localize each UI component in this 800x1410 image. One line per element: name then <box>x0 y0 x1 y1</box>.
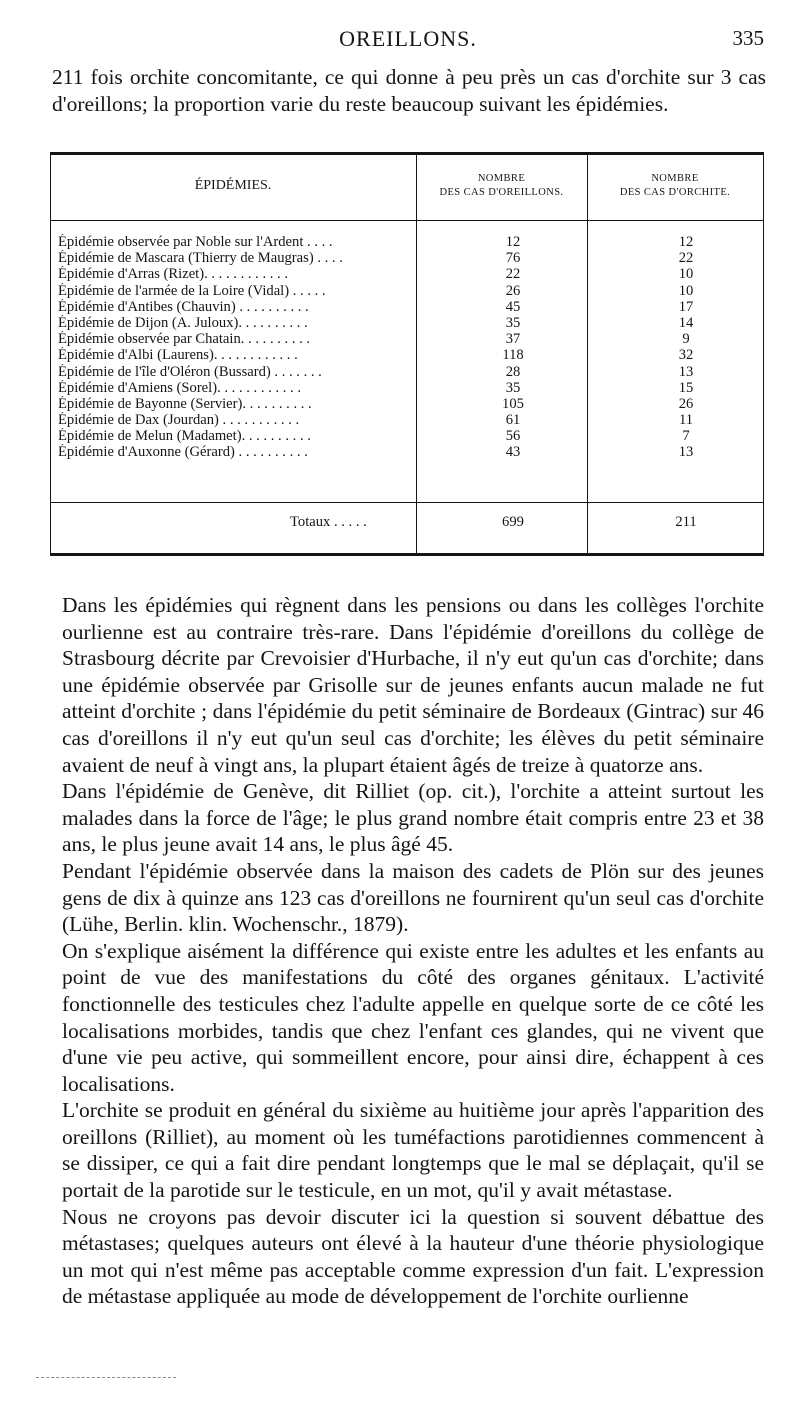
row-orchite: 22 <box>678 250 694 267</box>
row-name: Épidémie de Melun (Madamet). . . . . . . . . . <box>58 428 311 445</box>
epidemics-table <box>50 152 764 556</box>
paragraph: Pendant l'épidémie observée dans la maison des cadets de Plön sur des jeunes gens de dix à quinze ans 123 cas d'oreillons ne fournirent qu'un seul cas d'orchite (Lühe, Berlin. klin. Wochenschr., 1879). <box>62 858 764 937</box>
header-oreillons-line2: DES CAS D'OREILLONS. <box>439 187 564 198</box>
table-row <box>58 234 764 250</box>
header-orchite-line1: NOMBRE <box>651 173 699 184</box>
row-orchite: 13 <box>678 363 694 380</box>
row-name: Épidémie de Bayonne (Servier). . . . . . . . . . <box>58 395 312 412</box>
row-orchite: 9 <box>682 331 690 348</box>
table-row <box>58 428 764 444</box>
table-row <box>58 315 764 331</box>
paragraph: On s'explique aisément la différence qui existe entre les adultes et les enfants au point de vue des manifestations du côté des organes génitaux. L'activité fonctionnelle des testicules chez l'adulte appelle en quelque sorte de ce côté les localisations morbides, tandis que chez l'enfant ces glandes, qui ne vivent que d'une vie peu active, qui sommeillent encore, pour ainsi dire, échappent à ces localisations. <box>62 938 764 1096</box>
row-name: Épidémie de Dijon (A. Juloux). . . . . . . . . . <box>58 314 308 331</box>
header-rule <box>50 220 764 221</box>
row-name: Épidémie de Dax (Jourdan) . . . . . . . . . . . <box>58 412 300 429</box>
row-name: Épidémie de Mascara (Thierry de Maugras) . . . . <box>58 250 343 267</box>
running-title: OREILLONS. <box>339 26 477 51</box>
table-row <box>58 412 764 428</box>
row-orchite: 13 <box>678 444 694 461</box>
table-row <box>58 364 764 380</box>
row-name: Épidémie d'Amiens (Sorel). . . . . . . . . . . . <box>58 379 301 396</box>
body-bottom-rule <box>50 502 764 503</box>
table-row <box>58 331 764 347</box>
header-oreillons <box>416 172 587 200</box>
row-oreillons: 12 <box>505 234 521 250</box>
row-oreillons: 61 <box>505 412 521 429</box>
row-name: Épidémie observée par Noble sur l'Ardent . . . . <box>58 234 333 250</box>
row-oreillons: 28 <box>505 363 521 380</box>
row-orchite: 7 <box>682 428 690 445</box>
paragraph: Dans l'épidémie de Genève, dit Rilliet (op. cit.), l'orchite a atteint surtout les malades dans la force de l'âge; le plus grand nombre était compris entre 23 et 38 ans, le plus jeune avait 14 ans, le plus âgé 45. <box>62 779 764 857</box>
row-oreillons: 56 <box>505 428 521 445</box>
row-name: Épidémie observée par Chatain. . . . . . . . . . <box>58 331 311 348</box>
table-row <box>58 283 764 299</box>
footer-rule <box>36 1377 176 1378</box>
left-border <box>50 152 51 556</box>
table-row <box>58 444 764 460</box>
totals-oreillons: 699 <box>502 514 524 530</box>
totals-orchite: 211 <box>675 514 697 530</box>
row-name: Épidémie de l'armée de la Loire (Vidal) . . . . . <box>58 282 326 299</box>
header-oreillons-line1: NOMBRE <box>477 173 526 184</box>
intro-paragraph: 211 fois orchite concomitante, ce qui donne à peu près un cas d'orchite sur 3 cas d'oreillons; la proportion varie du reste beaucoup suivant les épidémies. <box>52 65 766 116</box>
row-oreillons: 76 <box>505 250 521 267</box>
row-oreillons: 43 <box>505 444 521 461</box>
row-oreillons: 45 <box>505 298 521 315</box>
row-orchite: 15 <box>678 379 694 396</box>
totals-label: Totaux . . . . . <box>290 514 367 530</box>
row-orchite: 10 <box>678 282 694 299</box>
table-row <box>58 250 764 266</box>
table-row <box>58 380 764 396</box>
page-number: 335 <box>732 26 764 50</box>
header-orchite <box>587 172 763 200</box>
row-name: Épidémie d'Antibes (Chauvin) . . . . . . . . . . <box>58 298 309 315</box>
row-name: Épidémie d'Auxonne (Gérard) . . . . . . . . . . <box>58 444 308 461</box>
row-orchite: 14 <box>678 314 694 331</box>
row-oreillons: 37 <box>505 331 521 348</box>
row-oreillons: 118 <box>502 347 524 364</box>
body-text <box>62 592 764 1310</box>
row-oreillons: 22 <box>505 266 521 283</box>
row-oreillons: 35 <box>505 314 521 331</box>
paragraph: Nous ne croyons pas devoir discuter ici la question si souvent débattue des métastases; quelques auteurs ont élevé à la hauteur d'une théorie physiologique un mot qui n'est même pas acceptable comme expression d'un fait. L'expression de métastase appliquée au mode de développement de l'orchite ourlienne <box>62 1204 764 1309</box>
row-orchite: 12 <box>678 234 694 250</box>
row-oreillons: 35 <box>505 379 521 396</box>
row-name: Épidémie d'Arras (Rizet). . . . . . . . . . . . <box>58 266 288 283</box>
table-row <box>58 347 764 363</box>
table-row <box>58 396 764 412</box>
header-orchite-line2: DES CAS D'ORCHITE. <box>619 187 731 198</box>
table-rows <box>58 234 764 461</box>
row-name: Épidémie de l'île d'Oléron (Bussard) . . . . . . . <box>58 363 322 380</box>
table-bottom-rule <box>50 553 764 556</box>
row-name: Épidémie d'Albi (Laurens). . . . . . . . . . . . <box>58 347 298 364</box>
row-orchite: 32 <box>678 347 694 364</box>
paragraph: L'orchite se produit en général du sixième au huitième jour après l'apparition des oreillons (Rilliet), au moment où les tuméfactions parotidiennes commencent à se dissiper, ce qui a fait dire pendant longtemps que le mal se déplaçait, qu'il se portait de la parotide sur le testicule, en un mot, qu'il y avait métastase. <box>62 1098 764 1203</box>
header-epidemies: ÉPIDÉMIES. <box>194 178 272 193</box>
paragraph: Dans les épidémies qui règnent dans les pensions ou dans les collèges l'orchite ourlienne est au contraire très-rare. Dans l'épidémie d'oreillons du collège de Strasbourg décrite par Crevoisier d'Hurbache, il n'y eut qu'un cas d'orchite; dans une épidémie observée par Grisolle sur de jeunes enfants aucun malade ne fut atteint d'orchite ; dans l'épidémie du petit séminaire de Bordeaux (Gintrac) sur 46 cas d'oreillons il n'y eut qu'un seul cas d'orchite; les élèves du petit séminaire avaient de neuf à vingt ans, la plupart étaient âgés de treize à quatorze ans. <box>62 593 764 777</box>
table-row <box>58 266 764 282</box>
row-oreillons: 26 <box>505 282 521 299</box>
table-row <box>58 299 764 315</box>
row-oreillons: 105 <box>502 395 524 412</box>
table-top-rule <box>50 152 764 155</box>
row-orchite: 10 <box>678 266 694 283</box>
row-orchite: 26 <box>678 395 694 412</box>
row-orchite: 11 <box>678 412 694 429</box>
page-header <box>52 26 764 60</box>
row-orchite: 17 <box>678 298 694 315</box>
